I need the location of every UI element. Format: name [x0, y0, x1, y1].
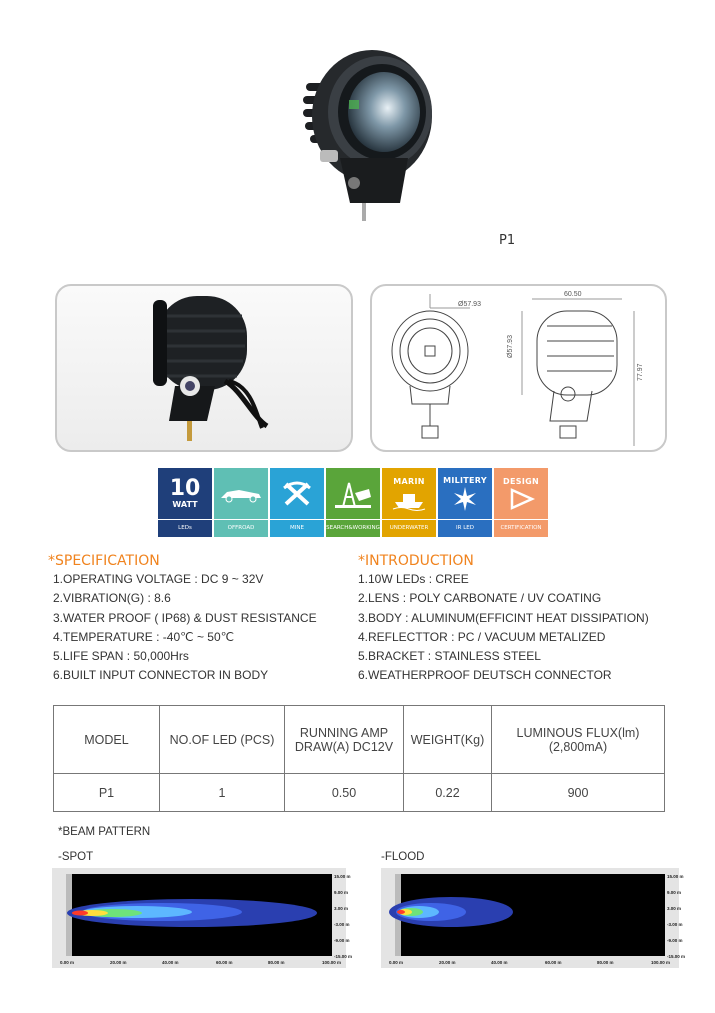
list-item: 3.BODY : ALUMINUM(EFFICINT HEAT DISSIPATION)	[358, 610, 649, 625]
cell-weight: 0.22	[404, 774, 492, 812]
spec-table	[53, 705, 665, 812]
specification-list	[53, 570, 317, 686]
badge-leds: 10 WATT LEDs	[158, 468, 212, 537]
svg-text:20.00 m: 20.00 m	[110, 960, 127, 965]
svg-text:40.00 m: 40.00 m	[491, 960, 508, 965]
list-item: 2.VIBRATION(G) : 8.6	[53, 591, 171, 606]
list-item: 6.BUILT INPUT CONNECTOR IN BODY	[53, 668, 269, 683]
svg-text:100.00 m: 100.00 m	[322, 960, 342, 965]
svg-text:0.00 m: 0.00 m	[389, 960, 404, 965]
svg-text:15.00 m: 15.00 m	[334, 874, 351, 879]
list-item: 1.10W LEDs : CREE	[358, 572, 469, 586]
svg-text:-15.00 m: -15.00 m	[334, 954, 353, 959]
svg-text:80.00 m: 80.00 m	[597, 960, 614, 965]
header-luminous-flux: LUMINOUS FLUX(lm) (2,800mA)	[492, 706, 665, 774]
svg-text:100.00 m: 100.00 m	[651, 960, 671, 965]
badge-military: MILITERY IR LED	[438, 468, 492, 537]
oil-rig-icon	[333, 479, 373, 509]
introduction-list	[358, 570, 649, 686]
svg-text:40.00 m: 40.00 m	[162, 960, 179, 965]
height-label: 77.97	[637, 363, 644, 381]
header-running-amp: RUNNING AMP DRAW(A) DC12V	[285, 706, 404, 774]
beam-pattern-title: *BEAM PATTERN	[58, 826, 151, 838]
list-item: 6.WEATHERPROOF DEUTSCH CONNECTOR	[358, 668, 612, 683]
svg-text:-3.00 m: -3.00 m	[334, 922, 350, 927]
svg-text:-15.00 m: -15.00 m	[667, 954, 686, 959]
introduction-title: *INTRODUCTION	[358, 553, 474, 569]
svg-text:15.00 m: 15.00 m	[667, 874, 684, 879]
model-label: P1	[499, 233, 516, 248]
list-item: 2.LENS : POLY CARBONATE / UV COATING	[358, 591, 602, 606]
design-triangle-icon	[508, 488, 534, 510]
svg-text:-9.00 m: -9.00 m	[334, 938, 350, 943]
svg-text:60.00 m: 60.00 m	[545, 960, 562, 965]
width-label: 60.50	[564, 291, 582, 298]
svg-text:9.00 m: 9.00 m	[667, 890, 682, 895]
header-weight: WEIGHT(Kg)	[404, 706, 492, 774]
svg-text:20.00 m: 20.00 m	[439, 960, 456, 965]
badge-offroad: OFFROAD	[214, 468, 268, 537]
cell-led-count: 1	[160, 774, 285, 812]
side-diameter-label: Ø57.93	[507, 335, 514, 358]
specification-title: *SPECIFICATION	[48, 553, 160, 569]
list-item: 4.TEMPERATURE : -40℃ ~ 50℃	[53, 629, 235, 644]
table-row	[54, 774, 665, 812]
cell-running-amp: 0.50	[285, 774, 404, 812]
list-item: 5.BRACKET : STAINLESS STEEL	[358, 649, 541, 664]
badge-mine: MINE	[270, 468, 324, 537]
badge-marin: MARIN UNDERWATER	[382, 468, 436, 537]
list-item: 1.OPERATING VOLTAGE : DC 9 ~ 32V	[53, 572, 264, 586]
header-model: MODEL	[54, 706, 160, 774]
list-item: 3.WATER PROOF ( IP68) & DUST RESISTANCE	[53, 610, 317, 625]
flood-y-ticks	[667, 874, 685, 959]
svg-text:60.00 m: 60.00 m	[216, 960, 233, 965]
list-item: 4.REFLECTTOR : PC / VACUUM METALIZED	[358, 629, 606, 644]
offroad-car-icon	[219, 484, 263, 504]
cell-model: P1	[54, 774, 160, 812]
flood-x-ticks	[389, 960, 670, 965]
mine-pickaxe-icon	[282, 480, 312, 508]
svg-text:9.00 m: 9.00 m	[334, 890, 349, 895]
spot-beam-plot	[52, 868, 353, 968]
svg-text:0.00 m: 0.00 m	[60, 960, 75, 965]
flood-label: -FLOOD	[381, 851, 425, 863]
spot-x-ticks	[60, 960, 341, 965]
dimension-drawing	[370, 284, 667, 452]
spot-y-ticks	[334, 874, 352, 959]
badge-search-working: SEARCH&WORKING	[326, 468, 380, 537]
svg-text:-9.00 m: -9.00 m	[667, 938, 683, 943]
product-photo	[300, 38, 440, 223]
svg-text:3.00 m: 3.00 m	[667, 906, 682, 911]
front-diameter-label: Ø57.93	[458, 301, 481, 308]
header-led-count: NO.OF LED (PCS)	[160, 706, 285, 774]
badge-design: DESIGN CERTIFICATION	[494, 468, 548, 537]
flood-beam-plot	[381, 868, 686, 968]
feature-badges	[158, 468, 548, 537]
list-item: 5.LIFE SPAN : 50,000Hrs	[53, 649, 189, 664]
table-header-row	[54, 706, 665, 774]
spot-label: -SPOT	[58, 851, 94, 863]
cell-luminous-flux: 900	[492, 774, 665, 812]
svg-text:3.00 m: 3.00 m	[334, 906, 349, 911]
star-burst-icon	[452, 487, 478, 511]
svg-text:-3.00 m: -3.00 m	[667, 922, 683, 927]
ship-icon	[391, 488, 427, 510]
side-view-photo	[55, 284, 353, 452]
svg-text:80.00 m: 80.00 m	[268, 960, 285, 965]
